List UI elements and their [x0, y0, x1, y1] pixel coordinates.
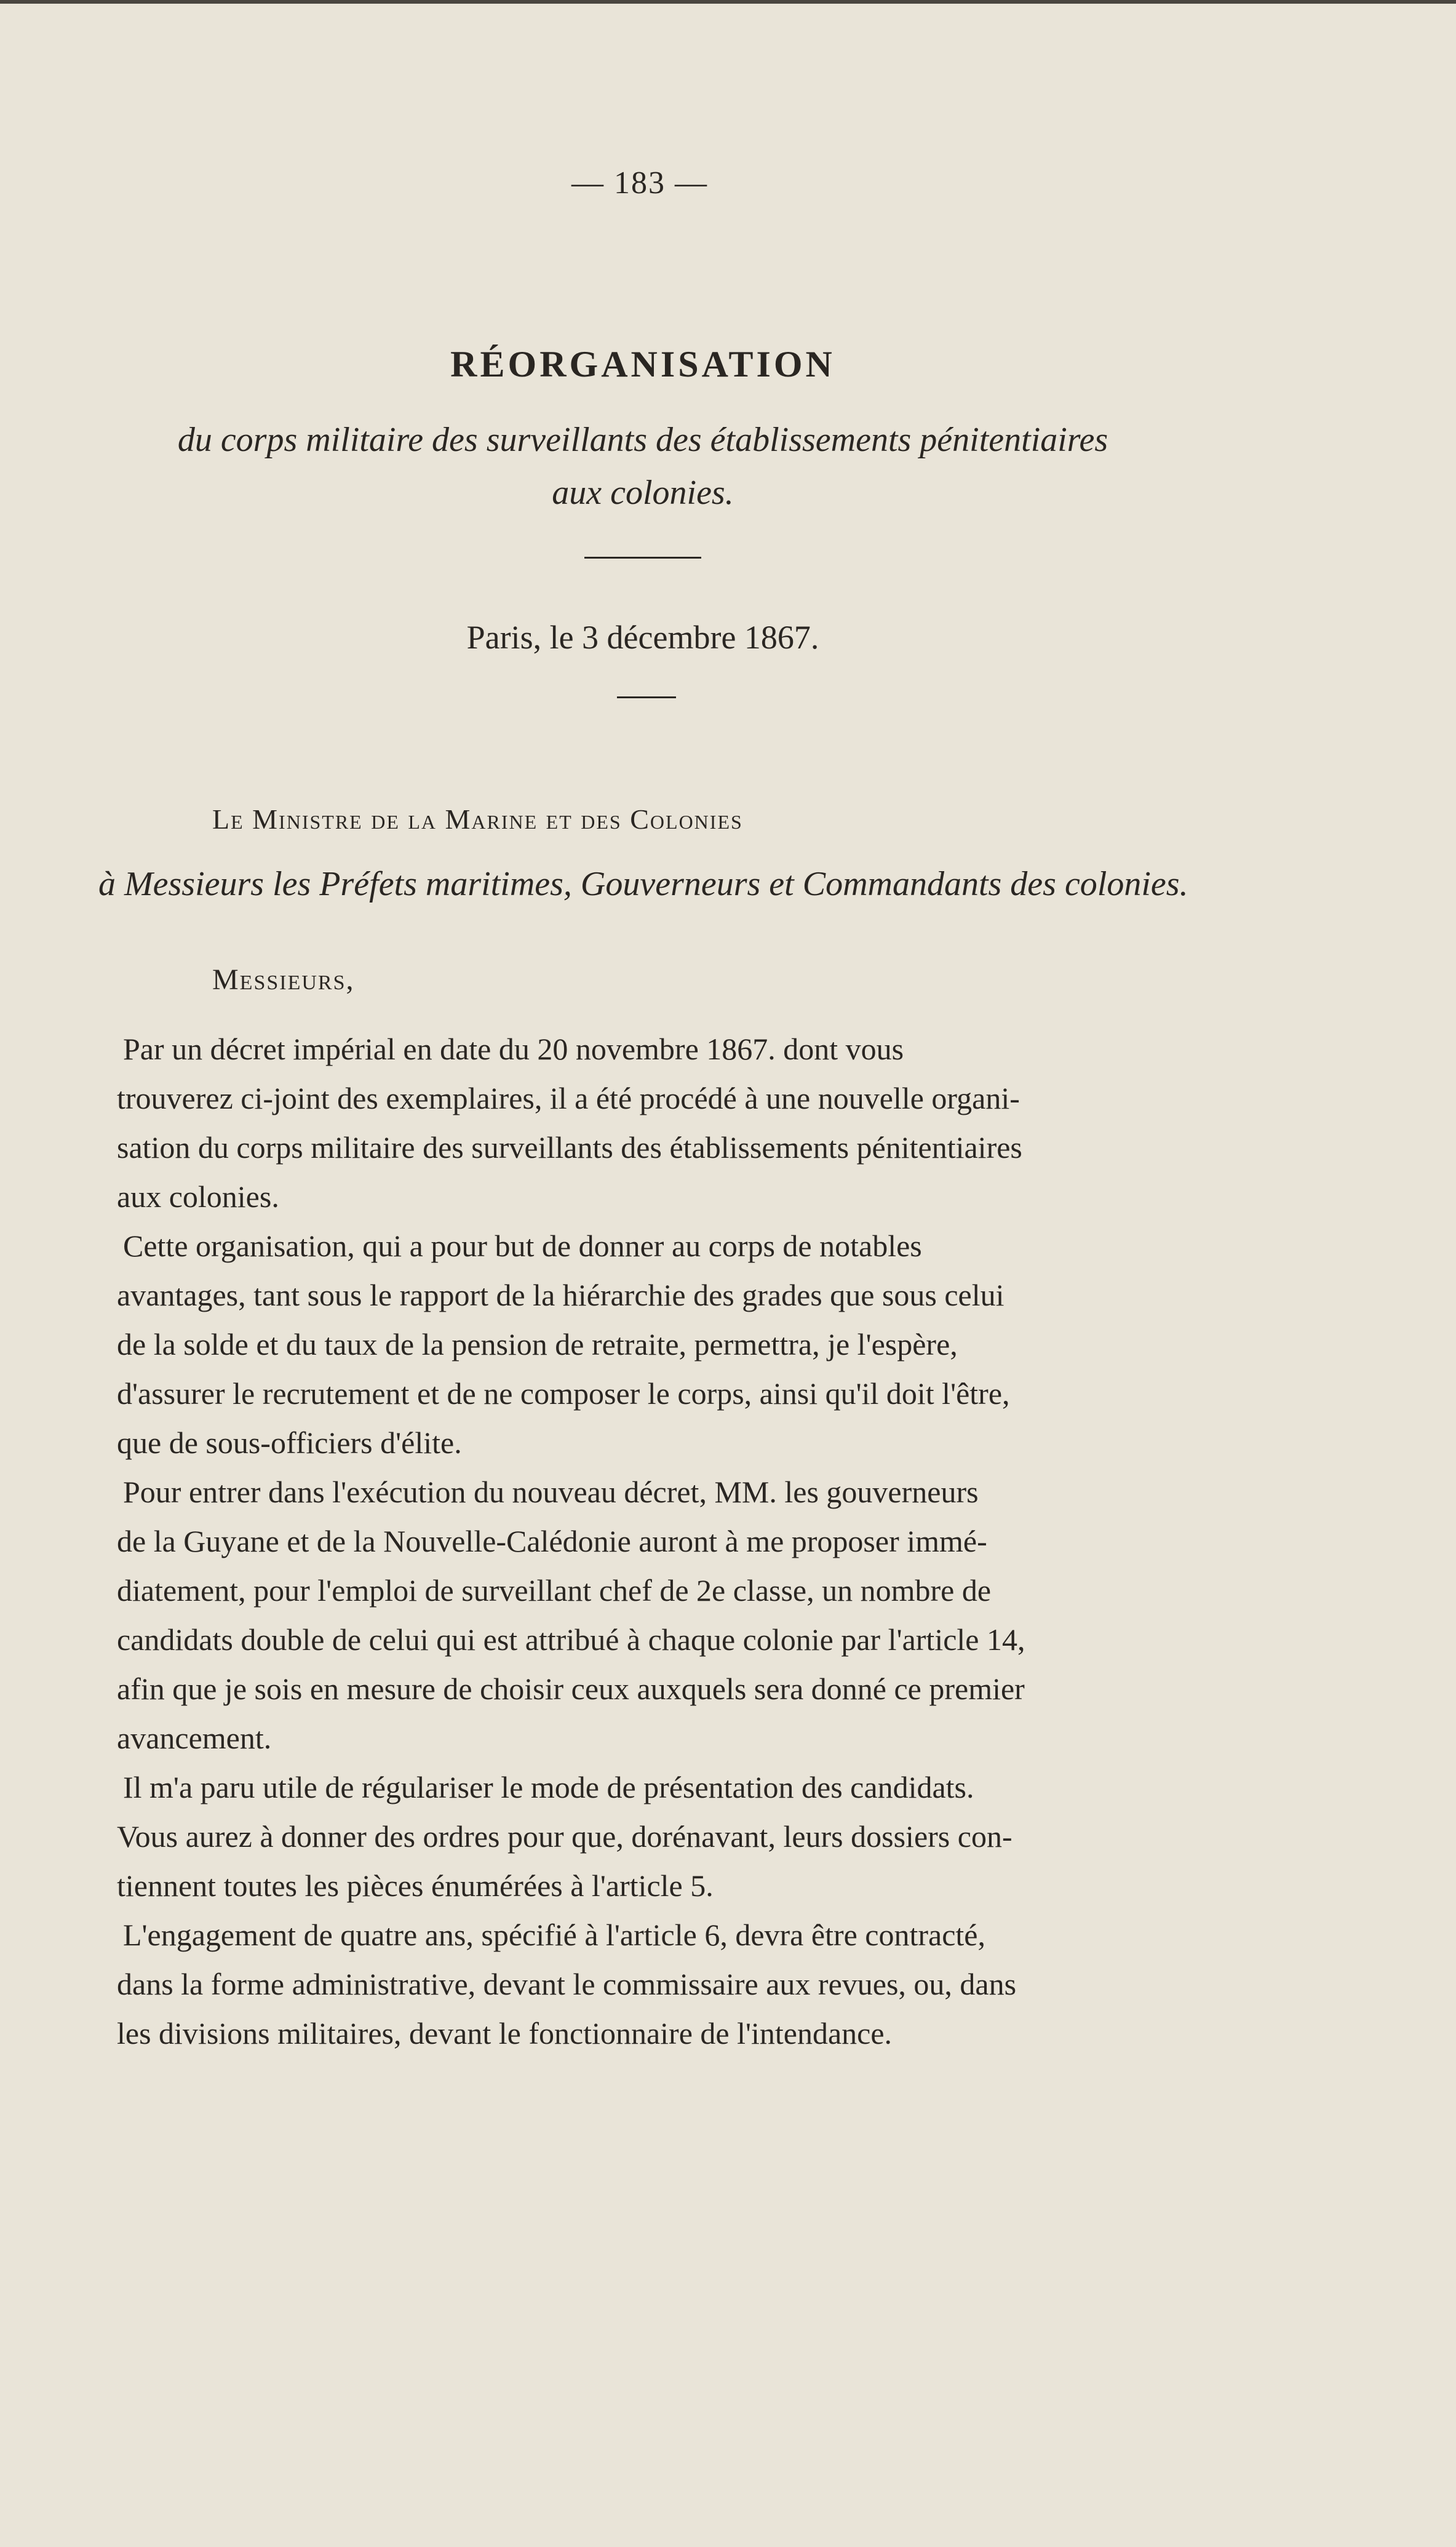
body-line: Vous aurez à donner des ordres pour que, dorénavant, leurs dossiers con- [117, 1819, 1012, 1854]
body-line: dans la forme administrative, devant le commissaire aux revues, ou, dans [117, 1967, 1017, 2001]
subtitle-line-2: aux colonies. [552, 474, 734, 512]
body-line: candidats double de celui qui est attribué à chaque colonie par l'article 14, [117, 1622, 1025, 1657]
letter-body [117, 1024, 1230, 2058]
dateline: Paris, le 3 décembre 1867. [466, 619, 819, 656]
body-line: L'engagement de quatre ans, spécifié à l'article 6, devra être contracté, [123, 1918, 986, 1952]
body-line: les divisions militaires, devant le fonctionnaire de l'intendance. [117, 2016, 893, 2051]
body-line: Il m'a paru utile de régulariser le mode de présentation des candidats. [123, 1770, 974, 1804]
body-line: de la solde et du taux de la pension de retraite, permettra, je l'espère, [117, 1327, 958, 1361]
body-line: diatement, pour l'emploi de surveillant chef de 2e classe, un nombre de [117, 1573, 992, 1608]
body-line: aux colonies. [117, 1179, 279, 1214]
divider-rule-short [617, 696, 676, 698]
body-line: trouverez ci-joint des exemplaires, il a été procédé à une nouvelle organi- [117, 1081, 1020, 1115]
body-line: tiennent toutes les pièces énumérées à l'article 5. [117, 1868, 714, 1903]
page-number: — 183 — [571, 165, 708, 201]
letter-salutation: Messieurs, [212, 963, 355, 996]
divider-rule [584, 557, 701, 559]
body-line: de la Guyane et de la Nouvelle-Calédonie auront à me proposer immé- [117, 1524, 987, 1558]
body-line: Par un décret impérial en date du 20 novembre 1867. dont vous [123, 1032, 904, 1066]
body-line: Cette organisation, qui a pour but de donner au corps de notables [123, 1229, 922, 1263]
letter-sender: Le Ministre de la Marine et des Colonies [212, 803, 743, 835]
body-line: que de sous-officiers d'élite. [117, 1425, 462, 1460]
letter-addressee: à Messieurs les Préfets maritimes, Gouverneurs et Commandants des colonies. [98, 865, 1188, 903]
body-line: sation du corps militaire des surveillants des établissements pénitentiaires [117, 1130, 1022, 1165]
body-line: afin que je sois en mesure de choisir ceux auxquels sera donné ce premier [117, 1672, 1025, 1706]
body-line: avancement. [117, 1721, 272, 1755]
document-subtitle [129, 413, 1156, 519]
body-line: d'assurer le recrutement et de ne composer le corps, ainsi qu'il doit l'être, [117, 1376, 1010, 1411]
subtitle-line-1: du corps militaire des surveillants des établissements pénitentiaires [177, 421, 1108, 459]
body-line: Pour entrer dans l'exécution du nouveau décret, MM. les gouverneurs [123, 1475, 979, 1509]
document-title: RÉORGANISATION [450, 344, 835, 385]
body-line: avantages, tant sous le rapport de la hiérarchie des grades que sous celui [117, 1278, 1004, 1312]
